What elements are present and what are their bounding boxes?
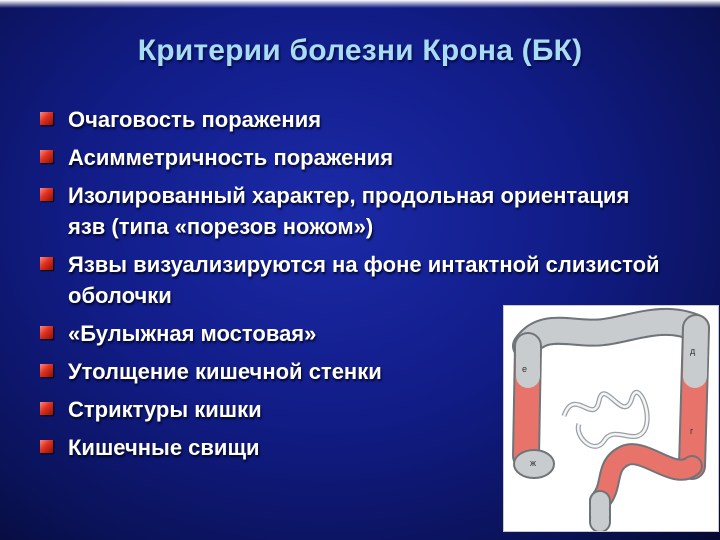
list-item-text: Язвы визуализируются на фоне интактной слизистой оболочки xyxy=(68,252,660,308)
slide-title: Критерии болезни Крона (БК) xyxy=(137,34,583,67)
diagram-label: ж xyxy=(530,458,537,468)
colon-illustration xyxy=(503,305,719,532)
diagram-label: д xyxy=(690,346,696,356)
diagram-label: г xyxy=(690,426,694,436)
list-item-text: Изолированный характер, продольная ориентация язв (типа «порезов ножом») xyxy=(68,183,630,239)
list-item xyxy=(40,104,696,135)
bullet-marker-icon xyxy=(40,257,53,270)
list-item-text: Стриктуры кишки xyxy=(68,397,262,422)
list-item xyxy=(40,180,668,242)
bullet-marker-icon xyxy=(40,150,53,163)
bullet-marker-icon xyxy=(40,112,53,125)
bullet-marker-icon xyxy=(40,440,53,453)
list-item xyxy=(40,142,696,173)
bullet-marker-icon xyxy=(40,326,53,339)
list-item-text: Утолщение кишечной стенки xyxy=(68,359,382,384)
bullet-marker-icon xyxy=(40,364,53,377)
colon-diagram-icon xyxy=(504,306,718,531)
list-item-text: Очаговость поражения xyxy=(68,107,322,132)
diagram-label: е xyxy=(522,364,528,374)
list-item-text: Асимметричность поражения xyxy=(68,145,394,170)
bullet-marker-icon xyxy=(40,402,53,415)
list-item xyxy=(40,249,696,311)
bullet-marker-icon xyxy=(40,188,53,201)
list-item-text: «Булыжная мостовая» xyxy=(68,321,317,346)
list-item-text: Кишечные свищи xyxy=(68,435,260,460)
